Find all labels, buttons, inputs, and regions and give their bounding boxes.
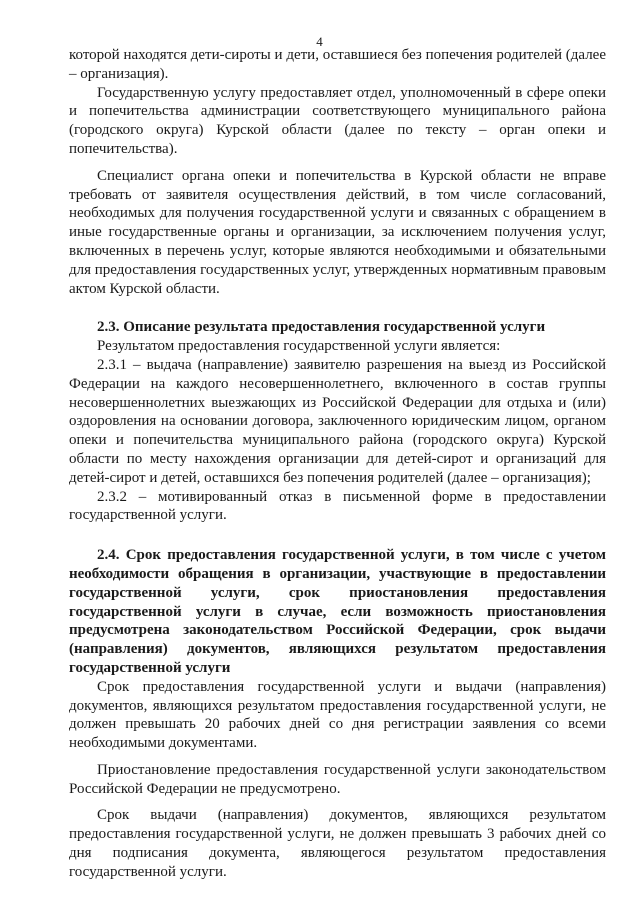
paragraph-result-2-3-2: 2.3.2 – мотивированный отказ в письменной форме в предоставлении государственной услуги.: [69, 488, 606, 524]
paragraph-service-provider: Государственную услугу предоставляет отдел, уполномоченный в сфере опеки и попечительства администрации соответствующего муниципального района (городского округа) Курской области (далее по тексту – орган опеки и попечительства).: [69, 84, 606, 157]
paragraph-specialist-restrictions: Специалист органа опеки и попечительства в Курской области не вправе требовать от заявителя осуществления действий, в том числе согласований, необходимых для получения государственной услуги и связанных с обращением в иные государственные органы и организации, за исключением получения услуг, включенных в перечень услуг, которые являются необходимыми и обязательными для предоставления государственных услуг, утвержденных нормативным правовым актом Курской области.: [69, 167, 606, 297]
paragraph-result-2-3-1: 2.3.1 – выдача (направление) заявителю разрешения на выезд из Российской Федерации на каждого несовершеннолетнего, включенного в состав группы несовершеннолетних выезжающих из Российской Федерации для отдыха и (или) оздоровления на основании договора, заключенного юридическим лицом, органом опеки и попечительства муниципального района (городского округа) Курской области по месту нахождения организации для детей-сирот и организаций для детей-сирот и детей, оставшихся без попечения родителей (далее – организация);: [69, 356, 606, 486]
paragraph-continuation: которой находятся дети-сироты и дети, оставшиеся без попечения родителей (далее – организация).: [69, 47, 606, 82]
paragraph-suspension: Приостановление предоставления государственной услуги законодательством Российской Федерации не предусмотрено.: [69, 761, 606, 797]
section-heading-2-4: 2.4. Срок предоставления государственной услуги, в том числе с учетом необходимости обращения в организации, участвующие в предоставлении государственной услуги, срок приостановления предоставления государственной услуги в случае, если возможность приостановления предусмотрена законодательством Российской Федерации, срок выдачи (направления) документов, являющихся результатом предоставления государственной услуги: [69, 547, 606, 676]
page-number: 4: [316, 34, 323, 49]
paragraph-service-term: Срок предоставления государственной услуги и выдачи (направления) документов, являющихся результатом предоставления государственной услуги, не должен превышать 20 рабочих дней со дня регистрации заявления со всеми необходимыми документами.: [69, 678, 606, 752]
document-body: [69, 46, 606, 882]
paragraph-result-intro: Результатом предоставления государственной услуги является:: [97, 338, 501, 355]
section-heading-2-3: 2.3. Описание результата предоставления государственной услуги: [97, 319, 546, 336]
paragraph-issue-term: Срок выдачи (направления) документов, являющихся результатом предоставления государственной услуги, не должен превышать 3 рабочих дней со дня подписания документа, являющегося результатом предоставления государственной услуги.: [69, 807, 606, 880]
